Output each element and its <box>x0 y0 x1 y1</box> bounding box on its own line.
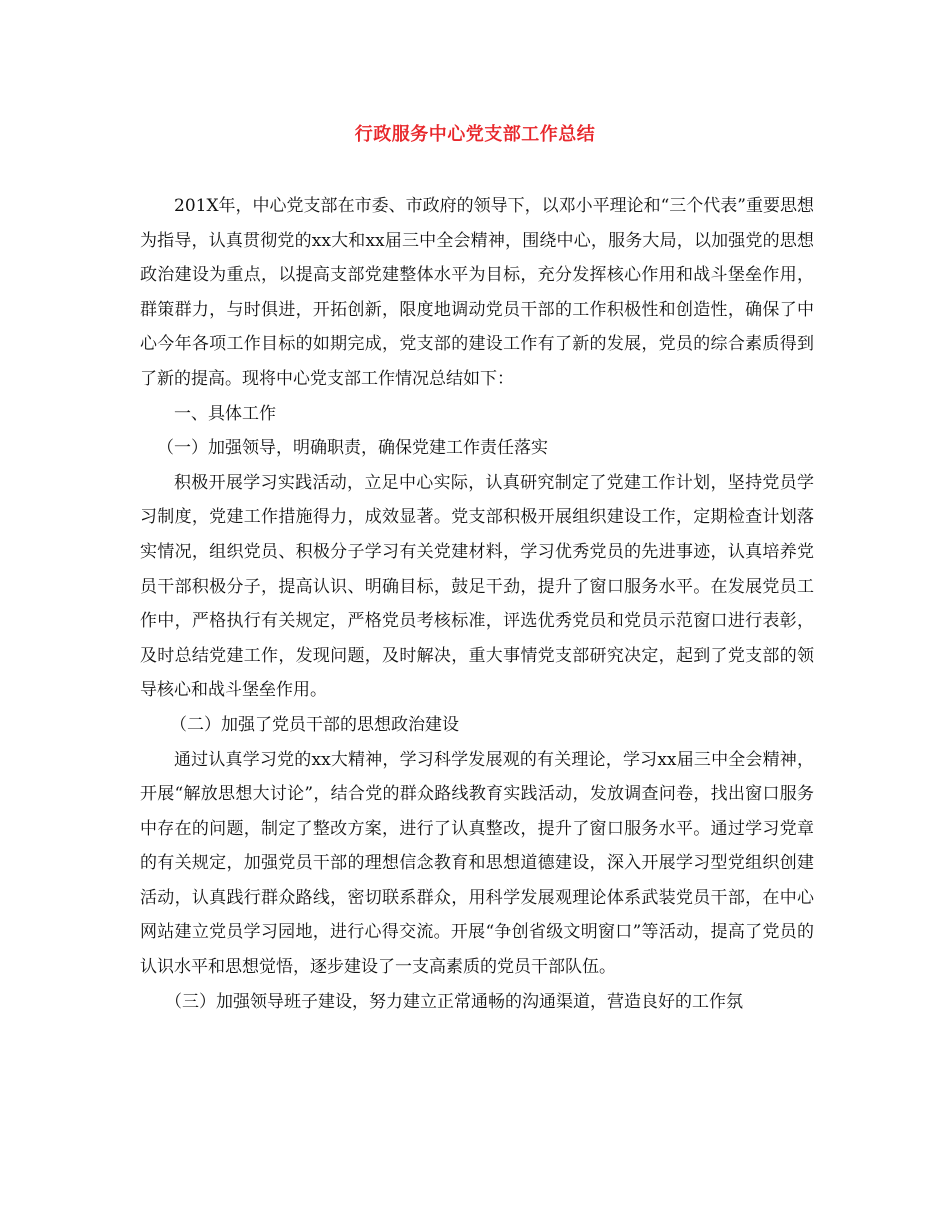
subsection-heading: （一）加强领导，明确职责，确保党建工作责任落实 <box>157 438 548 459</box>
section-heading: 一、具体工作 <box>174 403 276 424</box>
subsection-heading: （二）加强了党员干部的思想政治建设 <box>170 714 459 735</box>
document-title: 行政服务中心党支部工作总结 <box>354 124 596 145</box>
body-paragraph: 通过认真学习党的xx大精神，学习科学发展观的有关理论，学习xx届三中全会精神，开展“解放思想大讨论”，结合党的群众路线教育实践活动，发放调查问卷，找出窗口服务中存在的问题，制定了整改方案，进行了认真整改，提升了窗口服务水平。通过学习党章的有关规定，加强党员干部的理想信念教育和思想道德建设，深入开展学习型党组织创建活动，认真践行群众路线，密切联系群众，用科学发展观理论体系武装党员干部，在中心网站建立党员学习园地，进行心得交流。开展“争创省级文明窗口”等活动，提高了党员的认识水平和思想觉悟，逐步建设了一支高素质的党员干部队伍。 <box>140 749 814 978</box>
body-paragraph: 积极开展学习实践活动，立足中心实际，认真研究制定了党建工作计划，坚持党员学习制度，党建工作措施得力，成效显著。党支部积极开展组织建设工作，定期检查计划落实情况，组织党员、积极分子学习有关党建材料，学习优秀党员的先进事迹，认真培养党员干部积极分子，提高认识、明确目标，鼓足干劲，提升了窗口服务水平。在发展党员工作中，严格执行有关规定，严格党员考核标准，评选优秀党员和党员示范窗口进行表彰，及时总结党建工作，发现问题，及时解决，重大事情党支部研究决定，起到了党支部的领导核心和战斗堡垒作用。 <box>140 472 814 701</box>
subsection-heading: （三）加强领导班子建设，努力建立正常通畅的沟通渠道，营造良好的工作氛 <box>165 991 743 1012</box>
intro-paragraph: 201X年，中心党支部在市委、市政府的领导下，以邓小平理论和“三个代表”重要思想为指导，认真贯彻党的xx大和xx届三中全会精神，围绕中心，服务大局，以加强党的思想政治建设为重点，以提高支部党建整体水平为目标，充分发挥核心作用和战斗堡垒作用，群策群力，与时俱进，开拓创新，限度地调动党员干部的工作积极性和创造性，确保了中心今年各项工作目标的如期完成，党支部的建设工作有了新的发展，党员的综合素质得到了新的提高。现将中心党支部工作情况总结如下： <box>140 196 814 389</box>
document-body <box>140 189 814 1019</box>
